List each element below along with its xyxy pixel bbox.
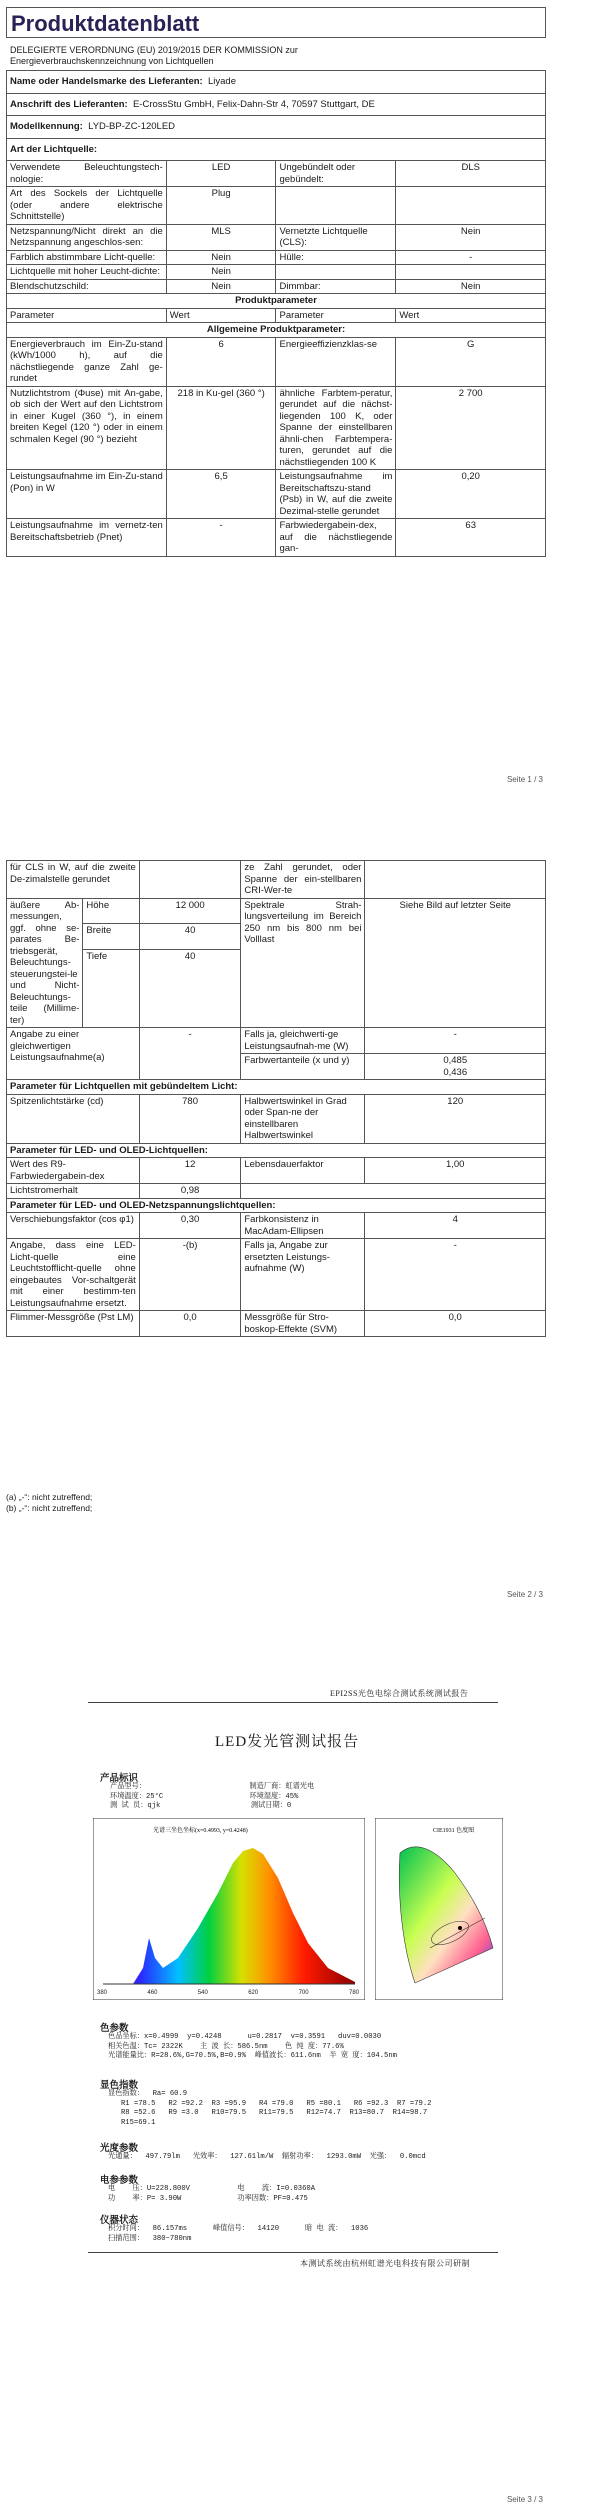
header-rule [88, 1702, 498, 1703]
type-cell: Art des Sockels der Lichtquelle (oder andere elektrische Schnittstelle) [7, 187, 167, 225]
equiv-label: Angabe zu einer gleichwertigen Leistungsaufnahme(a) [7, 1028, 140, 1080]
general-cell: ähnliche Farbtem-peratur, gerundet auf die nächst-liegenden 100 K, oder Spanne der einstellbaren ähnli-chen Farbtempera-turen, gerundet auf die nächstliegenden 100 K [276, 386, 396, 470]
general-row [7, 337, 546, 386]
type-cell [276, 187, 396, 225]
type-cell: LED [166, 161, 276, 187]
replace-right-value: - [365, 1239, 546, 1311]
spectrum-tick-label: 460 [147, 1990, 158, 1996]
r9-value: 12 [139, 1158, 241, 1184]
render-line-4: R15=69.1 [108, 2118, 156, 2127]
type-cell: Nein [396, 279, 546, 294]
col-value-2: Wert [396, 308, 546, 323]
type-rows [7, 161, 546, 294]
general-cell: Nutzlichtstrom (Φuse) mit An-gabe, ob sich der Wert auf den Lichtstrom in einer Kugel (360 °), in einem breiten Kegel (120 °) oder in einem schmalen Kegel (90 °) bezieht [7, 386, 167, 470]
report-footer: 本测试系统由杭州虹谱光电科技有限公司研制 [300, 2259, 470, 2268]
type-cell: Nein [166, 250, 276, 265]
elec-line-1: 电 压：U=228.800V 电 流：I=0.0360A [108, 2185, 316, 2193]
general-header: Allgemeine Produktparameter: [7, 323, 546, 338]
general-cell: Farbwiedergabein-dex, auf die nächstliegende gan- [276, 519, 396, 557]
general-row [7, 470, 546, 519]
type-row [7, 250, 546, 265]
col-value: Wert [166, 308, 276, 323]
type-cell [276, 265, 396, 280]
consistency-label: Farbkonsistenz in MacAdam-Ellipsen [241, 1213, 365, 1239]
general-cell: 63 [396, 519, 546, 557]
render-line-2: R1 =78.5 R2 =92.2 R3 =95.9 R4 =79.0 R5 =80.1 R6 =92.3 R7 =79.2 [108, 2099, 432, 2108]
render-line-1: 显色指数： Ra= 60.9 [108, 2090, 188, 2098]
product-line-1: 产品型号： 制造厂商：虹谱光电 [110, 1783, 315, 1791]
type-row [7, 161, 546, 187]
type-cell: Nein [166, 279, 276, 294]
general-cell: Leistungsaufnahme im vernetz-ten Bereitschaftsbetrieb (Pnet) [7, 519, 167, 557]
general-cell: 6,5 [166, 470, 276, 519]
general-cell: 2 700 [396, 386, 546, 470]
model-value: LYD-BP-ZC-120LED [88, 121, 176, 132]
model-label: Modellkennung: [10, 121, 83, 132]
datasheet-table-1 [6, 70, 546, 557]
datasheet-page-1 [0, 0, 591, 800]
cont-left: für CLS in W, auf die zweite De-zimalstelle gerundet [7, 861, 140, 899]
type-cell: Nein [166, 265, 276, 280]
color-y: 0,436 [443, 1066, 468, 1078]
general-cell: 6 [166, 337, 276, 386]
general-row [7, 519, 546, 557]
supplier-value: Liyade [208, 76, 236, 87]
report-title: LED发光管测试报告 [215, 1734, 360, 1750]
render-line-3: R8 =52.6 R9 =3.0 R10=79.5 R11=79.5 R12=74.7 R13=80.7 R14=98.7 [108, 2109, 428, 2117]
general-row [7, 386, 546, 470]
section-render: 显色指数 [100, 2081, 139, 2091]
type-row [7, 224, 546, 250]
type-cell: Verwendete Beleuchtungstech-nologie: [7, 161, 167, 187]
cont-value [139, 861, 241, 899]
cie-chart [375, 1818, 503, 2000]
type-cell: DLS [396, 161, 546, 187]
spectrum-chart [93, 1818, 365, 2000]
maint-value: 0,98 [139, 1184, 241, 1199]
product-line-2: 环境温度：25°C 环境湿度：45% [110, 1792, 299, 1801]
type-cell: Lichtquelle mit hoher Leucht-dichte: [7, 265, 167, 280]
flicker-value: 0,0 [139, 1311, 241, 1337]
supplier-row [7, 71, 546, 94]
product-lines [110, 1783, 314, 1812]
type-cell: - [396, 250, 546, 265]
type-cell: Plug [166, 187, 276, 225]
type-cell: Ungebündelt oder gebündelt: [276, 161, 396, 187]
general-cell: Leistungsaufnahme im Ein-Zu-stand (Pon) in W [7, 470, 167, 519]
replace-value: -(b) [139, 1239, 241, 1311]
spectrum-tick-label: 620 [248, 1990, 259, 1996]
directional-header: Parameter für Lichtquellen mit gebündeltem Licht: [7, 1080, 546, 1095]
type-cell: Hülle: [276, 250, 396, 265]
intro-line-1: DELEGIERTE VERORDNUNG (EU) 2019/2015 DER KOMMISSION zur [10, 45, 298, 55]
lifetime-label: Lebensdauerfaktor [241, 1158, 365, 1184]
report-header: EPI2SS光色电综合测试系统测试报告 [330, 1689, 469, 1698]
dim-width-label: Breite [83, 924, 139, 950]
consistency-value: 4 [365, 1213, 546, 1239]
model-row [7, 116, 546, 139]
color-line-1: 色品坐标：x=0.4999 y=0.4248 u=0.2817 v=0.3591 duv=0.0030 [108, 2033, 382, 2041]
elec-lines [108, 2185, 315, 2204]
inst-line-1: 积分时间： 86.157ms 峰值信号： 14120 暗 电 流： 1036 [108, 2225, 369, 2233]
halfangle-label: Halbwertswinkel in Grad oder Span-ne der einstellbaren Halbwertswinkel [241, 1094, 365, 1143]
type-cell: MLS [166, 224, 276, 250]
dimensions-label: äußere Ab-messungen, ggf. ohne se-parates Be-triebsgerät, Beleuchtungs-steuerungstei-le und Nicht-Beleuchtungs-teile (Millime-ter) [7, 898, 83, 1028]
photo-lines [108, 2153, 426, 2163]
general-cell: Energieverbrauch im Ein-Zu-stand (kWh/1000 h), auf die nächstliegende ganze Zahl ge-rundet [7, 337, 167, 386]
cont-right-value [365, 861, 546, 899]
cie-title: CIE1931 色度图 [433, 1828, 475, 1834]
color-line-2: 相关色温：Tc= 2322K 主 波 长：586.5nm 色 纯 度：77.6% [108, 2042, 344, 2051]
cosphi-value: 0,30 [139, 1213, 241, 1239]
equiv-value: - [139, 1028, 241, 1080]
spectral-value: Siehe Bild auf letzter Seite [365, 898, 546, 1028]
spectrum-title: 光谱三坐色坐标(x=0.4993, y=0.4248) [153, 1828, 248, 1834]
address-label: Anschrift des Lieferanten: [10, 98, 128, 110]
type-cell [396, 187, 546, 225]
dim-depth-label: Tiefe [83, 950, 139, 1028]
col-param-2: Parameter [276, 308, 396, 323]
lifetime-value: 1,00 [365, 1158, 546, 1184]
photo-line-1: 光通量： 497.79lm 光效率： 127.61lm/W 辐射功率： 1293.0mW 光强： 0.0mcd [108, 2153, 426, 2161]
footnotes [6, 1492, 92, 1514]
type-header: Art der Lichtquelle: [7, 138, 546, 161]
dim-height-value: 12 000 [139, 898, 241, 924]
footer-rule [88, 2252, 498, 2253]
regulation-intro [10, 45, 298, 67]
inst-line-2: 扫描范围： 380~780nm [108, 2234, 192, 2243]
page-number: Seite 1 / 3 [506, 775, 543, 784]
general-cell: Energieeffizienzklas-se [276, 337, 396, 386]
mains-header: Parameter für LED- und OLED-Netzspannungslichtquellen: [7, 1198, 546, 1213]
color-x: 0,485 [443, 1055, 468, 1066]
general-cell: Leistungsaufnahme im Bereitschaftszu-stand (Psb) in W, auf die zweite Dezimal-stelle gerundet [276, 470, 396, 519]
peak-label: Spitzenlichtstärke (cd) [7, 1094, 140, 1143]
supplier-label: Name oder Handelsmarke des Lieferanten: [10, 76, 203, 87]
spectrum-tick-label: 780 [349, 1990, 360, 1996]
type-cell [396, 265, 546, 280]
general-cell: 0,20 [396, 470, 546, 519]
datasheet-page-2 [0, 840, 591, 1620]
section-product: 产品标识 [100, 1774, 139, 1784]
footnote-b: (b) „-“: nicht zutreffend; [6, 1503, 93, 1513]
section-inst: 仪器状态 [100, 2216, 139, 2226]
type-cell: Vernetzte Lichtquelle (CLS): [276, 224, 396, 250]
general-cell: - [166, 519, 276, 557]
type-cell: Blendschutzschild: [7, 279, 167, 294]
spectrum-tick-label: 700 [298, 1990, 309, 1996]
general-rows [7, 337, 546, 556]
spectrum-tick-label: 540 [197, 1990, 208, 1996]
dim-height-label: Höhe [83, 898, 139, 924]
datasheet-table-2 [6, 860, 546, 1337]
section-elec: 电参参数 [100, 2176, 139, 2186]
type-row [7, 187, 546, 225]
maint-label: Lichtstromerhalt [7, 1184, 140, 1199]
strobo-value: 0,0 [365, 1311, 546, 1337]
product-params-header: Produktparameter [7, 294, 546, 309]
col-param: Parameter [7, 308, 167, 323]
cie-point [458, 1926, 462, 1930]
type-cell: Nein [396, 224, 546, 250]
section-color: 色参数 [100, 2024, 129, 2034]
equiv-right-value: - [365, 1028, 546, 1054]
replace-right-label: Falls ja, Angabe zur ersetzten Leistungs-aufnahme (W) [241, 1239, 365, 1311]
color-coord-values [365, 1054, 546, 1080]
r9-label: Wert des R9-Farbwiedergabein-dex [7, 1158, 140, 1184]
spectral-label: Spektrale Strah-lungsverteilung im Bereich 250 nm bis 800 nm bei Volllast [241, 898, 365, 1028]
spectrum-tick-label: 380 [97, 1990, 108, 1996]
halfangle-value: 120 [365, 1094, 546, 1143]
elec-line-2: 功 率：P= 3.90W 功率因数：PF=0.475 [108, 2194, 308, 2203]
type-cell: Dimmbar: [276, 279, 396, 294]
address-value: E-CrossStu GmbH, Felix-Dahn-Str 4, 70597 Stuttgart, DE [133, 98, 375, 110]
equiv-right-label: Falls ja, gleichwerti-ge Leistungsaufnah-me (W) [241, 1028, 365, 1054]
inst-lines [108, 2225, 368, 2244]
color-lines [108, 2033, 397, 2062]
dim-width-value: 40 [139, 924, 241, 950]
section-photo: 光度参数 [100, 2144, 139, 2154]
general-cell: 218 in Ku-gel (360 °) [166, 386, 276, 470]
strobo-label: Messgröße für Stro-boskop-Effekte (SVM) [241, 1311, 365, 1337]
page-title: Produktdatenblatt [6, 7, 546, 38]
type-cell: Netzspannung/Nicht direkt an die Netzspannung angeschlos-sen: [7, 224, 167, 250]
peak-value: 780 [139, 1094, 241, 1143]
empty-cell [241, 1184, 546, 1199]
type-row [7, 279, 546, 294]
page-number-3: Seite 3 / 3 [506, 2495, 543, 2504]
color-line-3: 光谱能量比：R=28.6%,G=70.5%,B=0.9% 峰值波长：611.6nm 半 宽 度：104.5nm [108, 2052, 397, 2060]
intro-line-2: Energieverbrauchskennzeichnung von Lichtquellen [10, 56, 214, 66]
type-cell: Farblich abstimmbare Licht-quelle: [7, 250, 167, 265]
flicker-label: Flimmer-Messgröße (Pst LM) [7, 1311, 140, 1337]
page-number-2: Seite 2 / 3 [506, 1590, 543, 1599]
type-row [7, 265, 546, 280]
test-report-page [0, 1660, 591, 2510]
cosphi-label: Verschiebungsfaktor (cos φ1) [7, 1213, 140, 1239]
color-coord-label: Farbwertanteile (x und y) [241, 1054, 365, 1080]
cont-right: ze Zahl gerundet, oder Spanne der ein-stellbaren CRI-Wer-te [241, 861, 365, 899]
dim-depth-value: 40 [139, 950, 241, 1028]
address-row [7, 93, 546, 116]
footnote-a: (a) „-“: nicht zutreffend; [6, 1492, 93, 1502]
render-lines [108, 2090, 432, 2128]
general-cell: G [396, 337, 546, 386]
led-header: Parameter für LED- und OLED-Lichtquellen: [7, 1143, 546, 1158]
replace-label: Angabe, dass eine LED-Licht-quelle eine Leuchtstofflicht-quelle ohne eingebautes Vor-schaltgerät mit einer bestimm-ten Leistungsaufnahme ersetzt. [7, 1239, 140, 1311]
product-line-3: 测 试 员：qjk 测试日期：0 [110, 1802, 292, 1810]
